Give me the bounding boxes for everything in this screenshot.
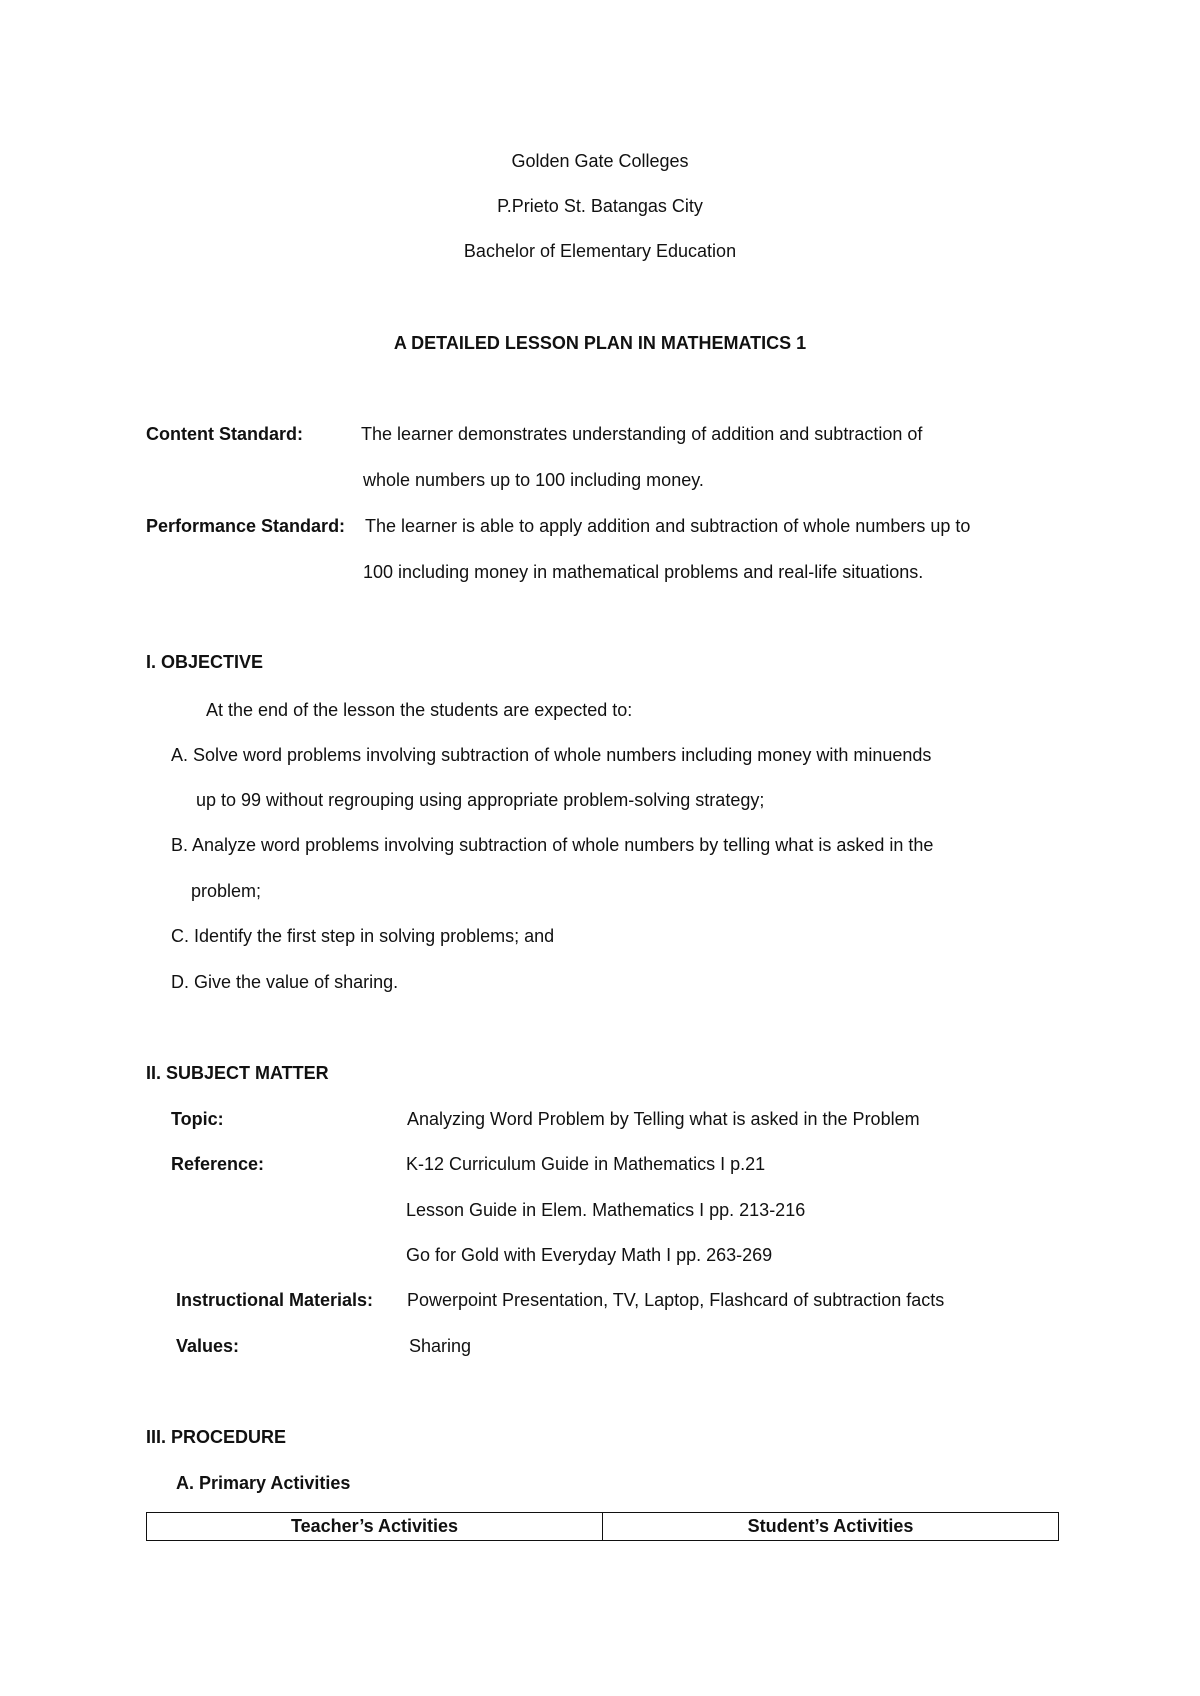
objective-item-a-line-2: up to 99 without regrouping using appropriate problem-solving strategy;: [196, 790, 765, 810]
objective-item-b-line-1: B. Analyze word problems involving subtraction of whole numbers by telling what is asked in the: [171, 835, 934, 855]
reference-value-2: Lesson Guide in Elem. Mathematics I pp. 213-216: [406, 1200, 806, 1220]
materials-label: Instructional Materials:: [176, 1290, 374, 1310]
objective-intro: At the end of the lesson the students are expected to:: [206, 700, 633, 720]
performance-standard-label: Performance Standard:: [146, 516, 346, 536]
school-address: P.Prieto St. Batangas City: [497, 196, 703, 216]
topic-value: Analyzing Word Problem by Telling what is asked in the Problem: [407, 1109, 920, 1129]
program-name: Bachelor of Elementary Education: [463, 241, 737, 261]
values-value: Sharing: [409, 1336, 472, 1356]
objective-heading: I. OBJECTIVE: [146, 652, 264, 672]
reference-value-3: Go for Gold with Everyday Math I pp. 263-269: [406, 1245, 773, 1265]
teacher-activities-header: Teacher’s Activities: [147, 1513, 603, 1541]
performance-standard-line-1: The learner is able to apply addition and subtraction of whole numbers up to: [365, 516, 971, 536]
content-standard-line-1: The learner demonstrates understanding of addition and subtraction of: [361, 424, 923, 444]
subject-matter-heading: II. SUBJECT MATTER: [146, 1063, 329, 1083]
content-standard-label: Content Standard:: [146, 424, 303, 444]
table-header-row: [147, 1513, 1059, 1541]
student-activities-header: Student’s Activities: [603, 1513, 1059, 1541]
reference-value-1: K-12 Curriculum Guide in Mathematics I p.21: [406, 1154, 766, 1174]
performance-standard-line-2: 100 including money in mathematical problems and real-life situations.: [363, 562, 924, 582]
materials-value: Powerpoint Presentation, TV, Laptop, Flashcard of subtraction facts: [407, 1290, 945, 1310]
document-title: A DETAILED LESSON PLAN IN MATHEMATICS 1: [393, 333, 807, 353]
primary-activities-heading: A. Primary Activities: [176, 1473, 351, 1493]
objective-item-d: D. Give the value of sharing.: [171, 972, 399, 992]
school-name: Golden Gate Colleges: [511, 151, 689, 171]
objective-item-b-line-2: problem;: [191, 881, 262, 901]
reference-label: Reference:: [171, 1154, 265, 1174]
procedure-heading: III. PROCEDURE: [146, 1427, 287, 1447]
content-standard-line-2: whole numbers up to 100 including money.: [363, 470, 704, 490]
objective-item-c: C. Identify the first step in solving problems; and: [171, 926, 555, 946]
topic-label: Topic:: [171, 1109, 224, 1129]
values-label: Values:: [176, 1336, 240, 1356]
objective-item-a-line-1: A. Solve word problems involving subtraction of whole numbers including money with minuends: [171, 745, 932, 765]
activities-table: [146, 1512, 1059, 1541]
